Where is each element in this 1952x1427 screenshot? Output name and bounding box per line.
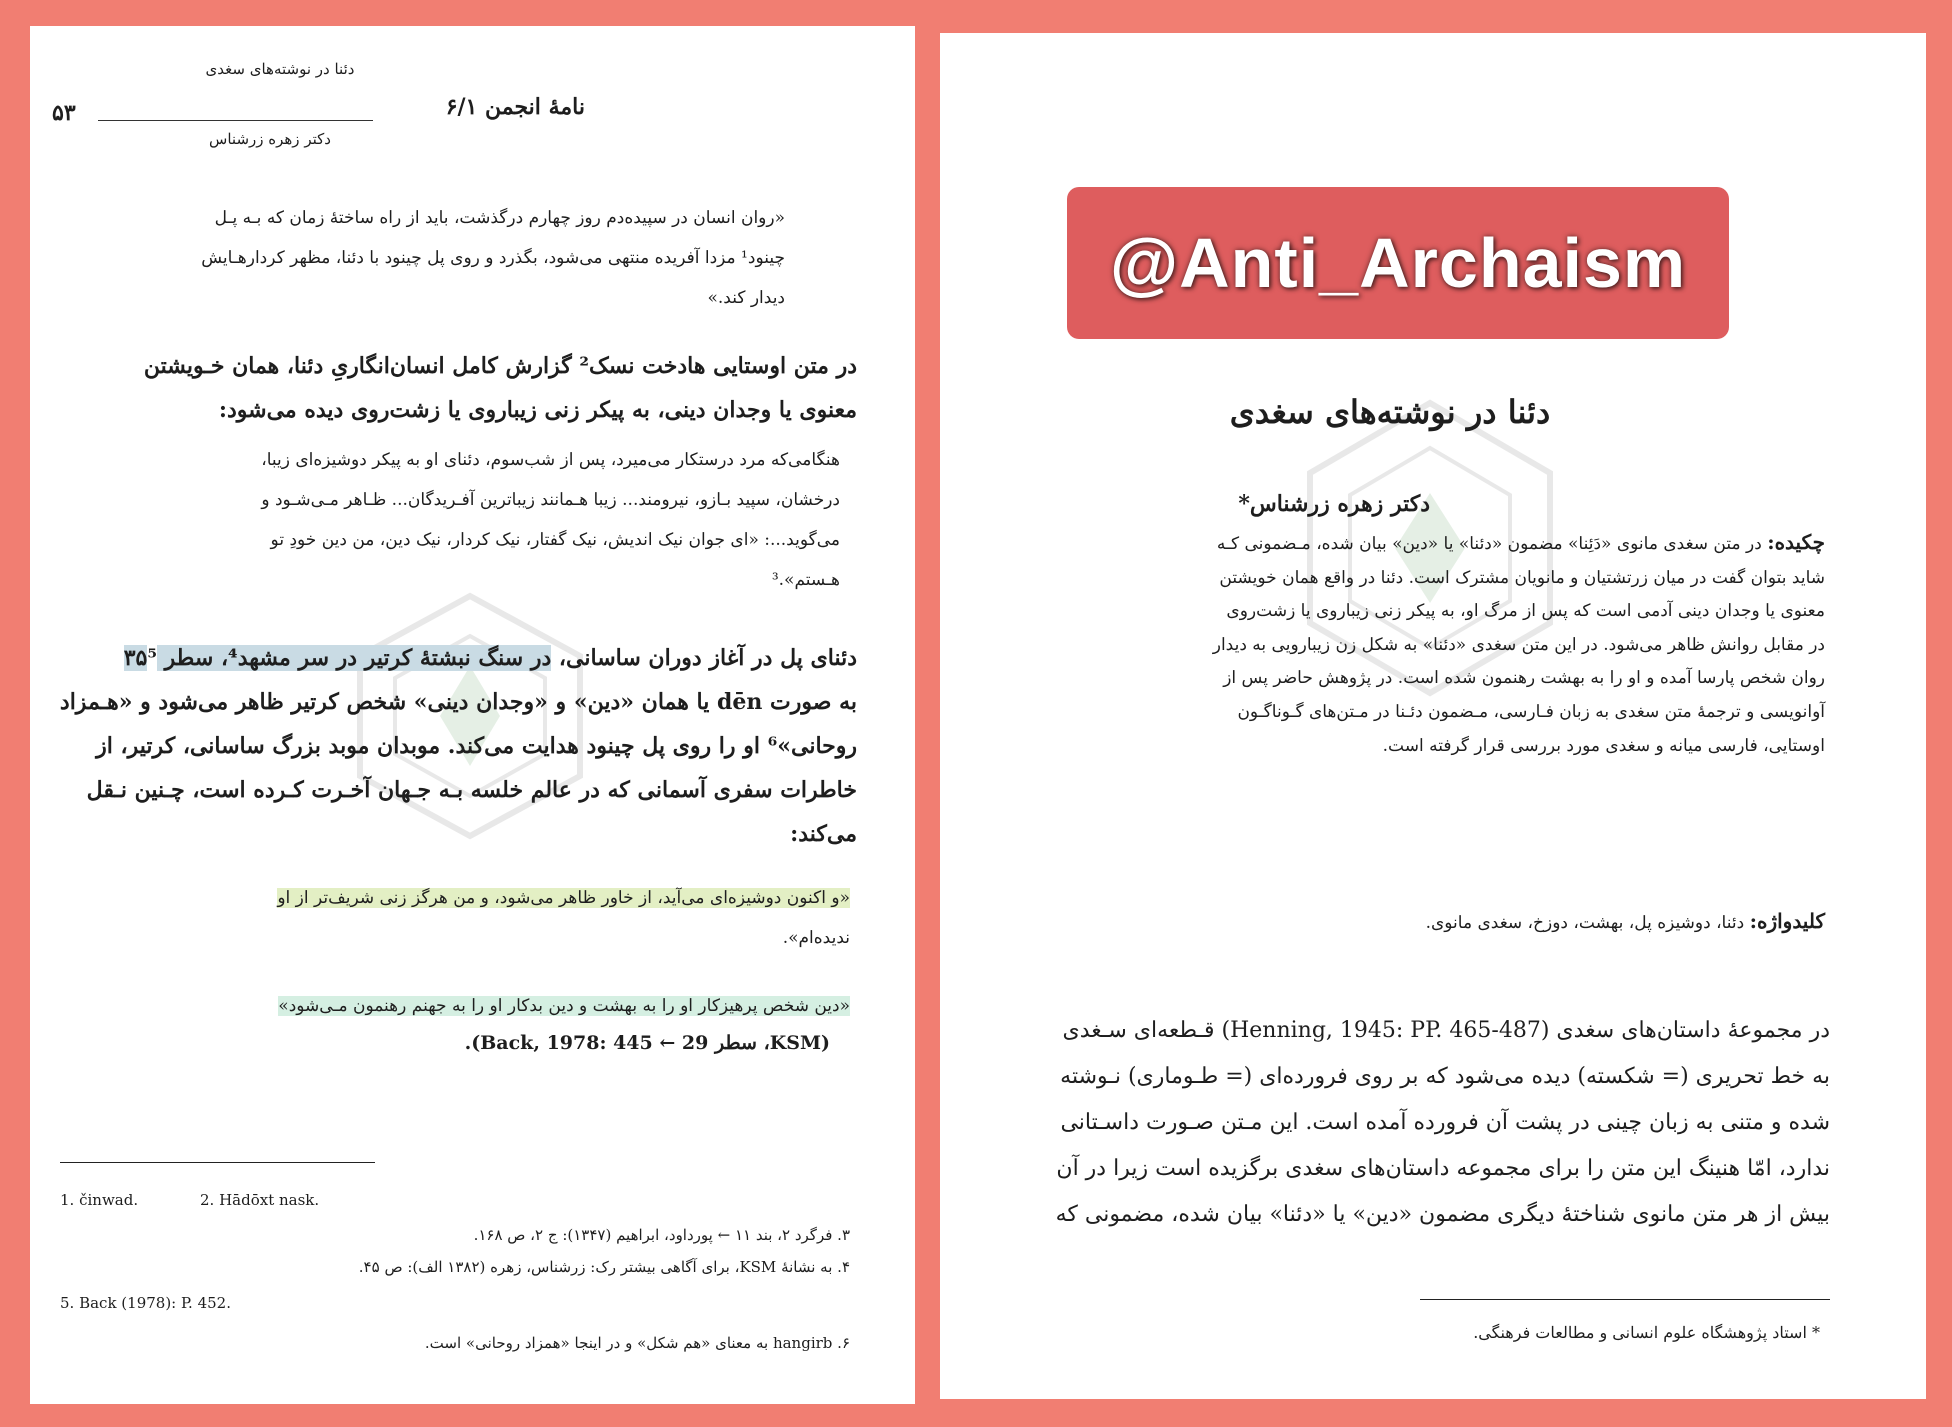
header-rule [98,120,373,121]
citation: (KSM، سطر 29 ← Back, 1978: 445). [464,1032,830,1054]
header-page-number: ۵۳ [52,100,76,126]
paragraph-line: معنوی یا وجدان دینی، به پیکر زنی زیباروی یا زشت‌روی دیده می‌شود: [218,397,857,423]
body-line: ندارد، امّا هنینگ این متن را برای مجموعه داستان‌های سغدی برگزیده است زیرا در آن [1056,1156,1830,1181]
quote-1-line: دیدار کند.» [707,288,785,308]
footnote-6: ۶. hangirb به معنای «هم شکل» و در اینجا «همزاد روحانی» است. [424,1334,850,1352]
abstract-line: معنوی یا وجدان دینی آدمی است که پس از مرگ او، به پیکر زنی زیباروی یا زشت‌روی [1226,601,1825,622]
quote-3-line [150,878,850,918]
abstract-label: چکیده: [1767,530,1825,554]
quote-2 [105,440,840,600]
text-span: دئنای پل در آغاز دوران ساسانی، [551,645,857,671]
text-span: در متن سغدی مانوی «دَئِنا» مضمون «دئنا» یا «دین» بیان شده، مـضمونی کـه [1216,534,1762,554]
header-article-title: دئنا در نوشته‌های سغدی [205,60,355,78]
body-line: به خط تحریری (= شکسته) دیده می‌شود که بر روی فرورده‌ای (= طـوماری) نـوشته [1060,1064,1830,1089]
highlighted-text: «و اکنون دوشیزه‌ای می‌آید، از خاور ظاهر می‌شود، و من هرگز زنی شریف‌تر از او [277,888,850,908]
abstract-line: شاید بتوان گفت در میان زرتشتیان و مانویان مشترک است. دئنا در واقع همان خویشتن [1219,567,1825,588]
footnote-rule [60,1162,375,1163]
paragraph-line: روحانی»⁶ او را روی پل چینود هدایت می‌کند. موبدان موبد بزرگ ساسانی، کرتیر، از [96,733,857,759]
footnote-rule [1420,1299,1830,1300]
paragraph-2 [52,636,857,856]
keywords-list: دئنا، دوشیزه پل، بهشت، دوزخ، سغدی مانوی. [1425,913,1745,933]
abstract-line: در مقابل روانش ظاهر می‌شود. در این متن سغدی «دئنا» به شکل زن زیبارویی به دیدار [1212,634,1825,655]
channel-badge: @Anti_Archaism [1067,187,1729,339]
body-line: شده و متنی به زبان چینی در پشت آن فرورده آمده است. این مـتن صـورت داسـتانی [1060,1110,1830,1135]
paragraph-line: خاطرات سفری آسمانی که در عالم خلسه بـه جـهان آخـرت کـرده است، چـنین نـقل [86,777,857,803]
footnote-4: ۴. به نشانۀ KSM، برای آگاهی بیشتر رک: زرشناس، زهره (۱۳۸۲ الف): ص ۴۵. [358,1258,850,1276]
body-line: بیش از هر متن مانوی شناختۀ دیگری مضمون «دین» یا «دئنا» بیان شده، مضمونی که [1055,1202,1830,1227]
abstract-line: اوستایی، فارسی میانه و سغدی مورد بررسی قرار گرفته است. [1382,735,1825,756]
quote-4 [150,986,850,1026]
paragraph-1 [52,344,857,432]
header-author: دکتر زهره زرشناس [209,130,331,148]
highlighted-text: در سنگ نبشتۀ کرتیر در سر مشهد⁴، سطر ۳۵ [123,645,552,671]
abstract [1025,526,1825,763]
quote-1-line: «روان انسان در سپیده‌دم روز چهارم درگذشت، باید از راه ساختۀ زمان که بـه پـل [214,208,785,228]
footnote: * استاد پژوهشگاه علوم انسانی و مطالعات فرهنگی. [1473,1323,1820,1342]
quote-2-line: هنگامی‌که مرد درستکار می‌میرد، پس از شب‌سوم، دئنای او به پیکر دوشیزه‌ای زیبا، [261,450,840,470]
article-title: دئنا در نوشته‌های سغدی [1229,393,1551,431]
quote-2-line: می‌گوید...: «ای جوان نیک اندیش، نیک گفتار، نیک کردار، نیک دین، من دین خودِ تو [270,530,840,550]
footnote-3: ۳. فرگرد ۲، بند ۱۱ ← پورداود، ابراهیم (۱۳۴۷): ج ۲، ص ۱۶۸. [473,1226,850,1244]
footnote-1: 1. činwad. [60,1191,139,1209]
body-text [958,1008,1830,1238]
quote-1-line: چینود¹ مزدا آفریده منتهی می‌شود، بگذرد و روی پل چینود با دئنا، مظهر کردارهـایش [201,248,785,268]
keywords [1025,909,1825,933]
abstract-line: روان شخص پارسا آمده و او را به بهشت رهنمون شده است. در پژوهش حاضر پس از [1223,668,1825,689]
keywords-label: کلیدواژه: [1749,909,1825,933]
left-page [30,26,915,1404]
footnote-5: 5. Back (1978): P. 452. [60,1294,231,1312]
quote-2-line: درخشان، سپید بـازو، نیرومند... زیبا هـمانند زیباترین آفـریدگان... ظـاهر مـی‌شـود و [261,490,840,510]
paragraph-line: به صورت dēn یا همان «دین» و «وجدان دینی» شخص کرتیر ظاهر می‌شود و «هـمزاد [59,689,857,715]
quote-3-line: ندیده‌ام». [782,928,850,948]
text-span: ⁵ [147,645,157,671]
abstract-line: آوانویسی و ترجمۀ متن سغدی به زبان فـارسی، مـضمون دئـنا در مـتن‌های گـوناگـون [1237,701,1825,722]
footnote-2: 2. Hādōxt nask. [200,1191,320,1209]
quote-2-line: هـستم».³ [771,570,840,590]
paragraph-line: در متن اوستایی هادخت نسک² گزارش کامل انسان‌انگاریِ دئنا، همان خـویشتن [143,353,857,379]
paragraph-line: می‌کند: [790,821,857,847]
right-page [940,33,1926,1399]
highlighted-text: «دین شخص پرهیزکار او را به بهشت و دین بدکار او را به جهنم رهنمون مـی‌شود» [278,996,850,1016]
author-name: دکتر زهره زرشناس* [1238,491,1430,517]
body-line: در مجموعۀ داستان‌های سغدی (Henning, 1945: PP. 465-487) قـطعه‌ای سـغدی [1062,1018,1830,1043]
paragraph-line [52,636,857,680]
header-journal: نامۀ انجمن ۶/۱ [445,94,585,120]
abstract-line [1025,526,1825,562]
quote-3 [150,878,850,958]
quote-1 [105,198,785,318]
